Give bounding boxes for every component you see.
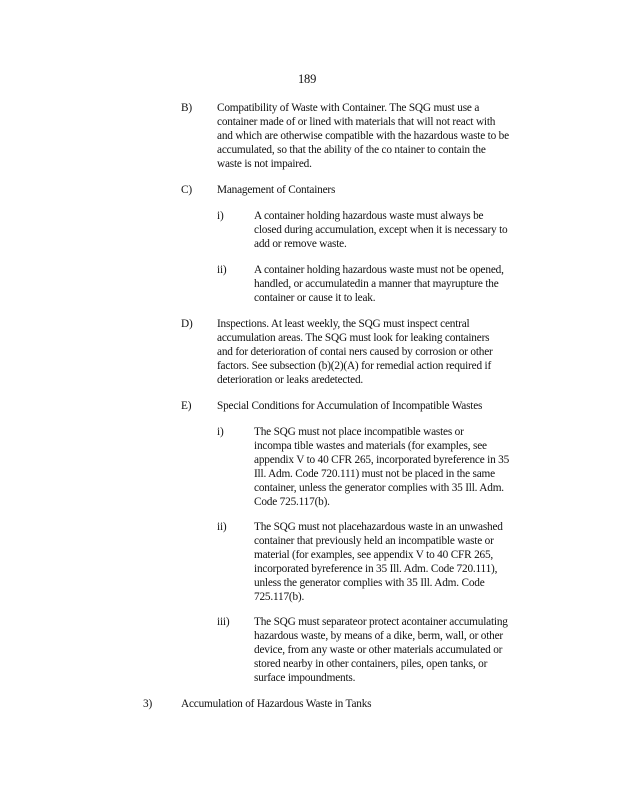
text-line: stored nearby in other containers, piles, open tanks, or <box>254 658 488 670</box>
text-line: incorporated byreference in 35 Ill. Adm. Code 720.111), <box>254 563 498 575</box>
text-line: A container holding hazardous waste must not be opened, <box>254 264 504 276</box>
item-marker-b: B) <box>181 102 192 114</box>
subitem-marker-e-ii: ii) <box>217 521 227 533</box>
text-line: material (for examples, see appendix V to 40 CFR 265, <box>254 549 494 561</box>
item-c-heading: Management of Containers <box>217 184 336 196</box>
subitem-marker-c-i: i) <box>217 210 224 222</box>
text-line: appendix V to 40 CFR 265, incorporated byreference in 35 <box>254 454 510 466</box>
text-line: The SQG must not placehazardous waste in an unwashed <box>254 521 503 533</box>
text-line: accumulation areas. The SQG must look for leaking containers <box>217 332 490 344</box>
text-line: Compatibility of Waste with Container. The SQG must use a <box>217 102 480 114</box>
subitem-c-i-paragraph <box>254 209 507 251</box>
text-line: Inspections. At least weekly, the SQG must inspect central <box>217 318 470 330</box>
text-line: and which are otherwise compatible with the hazardous waste to be <box>217 130 509 142</box>
subitem-marker-c-ii: ii) <box>217 264 227 276</box>
subitem-c-ii-paragraph <box>254 263 504 305</box>
text-line: container, unless the generator complies with 35 Ill. Adm. <box>254 482 504 494</box>
text-line: Ill. Adm. Code 720.111) must not be placed in the same <box>254 468 495 480</box>
text-line: waste is not impaired. <box>217 158 312 170</box>
text-line: The SQG must separateor protect acontainer accumulating <box>254 616 508 628</box>
item-marker-e: E) <box>181 400 192 412</box>
text-line: incompa tible wastes and materials (for examples, see <box>254 440 487 452</box>
text-line: A container holding hazardous waste must always be <box>254 210 484 222</box>
text-line: surface impoundments. <box>254 672 356 684</box>
text-line: device, from any waste or other materials accumulated or <box>254 644 503 656</box>
text-line: closed during accumulation, except when it is necessary to <box>254 224 508 236</box>
item-marker-3: 3) <box>143 698 153 710</box>
item-e-heading: Special Conditions for Accumulation of Incompatible Wastes <box>217 400 483 412</box>
text-line: and for deterioration of contai ners caused by corrosion or other <box>217 346 493 358</box>
item-b-paragraph <box>217 101 509 171</box>
item-3-heading: Accumulation of Hazardous Waste in Tanks <box>181 698 372 710</box>
item-marker-d: D) <box>181 318 193 330</box>
text-line: handled, or accumulatedin a manner that mayrupture the <box>254 278 499 290</box>
subitem-e-i-paragraph <box>254 425 509 509</box>
text-line: 725.117(b). <box>254 591 305 603</box>
text-line: Code 725.117(b). <box>254 496 330 508</box>
text-line: container that previously held an incompatible waste or <box>254 535 494 547</box>
subitem-marker-e-i: i) <box>217 426 224 438</box>
subitem-marker-e-iii: iii) <box>217 616 230 628</box>
text-line: container or cause it to leak. <box>254 292 376 304</box>
subitem-e-iii-paragraph <box>254 615 508 685</box>
text-line: unless the generator complies with 35 Ill. Adm. Code <box>254 577 485 589</box>
text-line: add or remove waste. <box>254 238 347 250</box>
text-line: factors. See subsection (b)(2)(A) for remedial action required if <box>217 360 492 372</box>
subitem-e-ii-paragraph <box>254 520 503 604</box>
text-line: container made of or lined with materials that will not react with <box>217 116 496 128</box>
text-line: accumulated, so that the ability of the co ntainer to contain the <box>217 144 486 156</box>
item-marker-c: C) <box>181 184 192 196</box>
text-line: deterioration or leaks aredetected. <box>217 374 364 386</box>
item-d-paragraph <box>217 317 493 387</box>
text-line: hazardous waste, by means of a dike, berm, wall, or other <box>254 630 503 642</box>
page-number: 189 <box>298 72 317 86</box>
text-line: The SQG must not place incompatible wastes or <box>254 426 464 438</box>
